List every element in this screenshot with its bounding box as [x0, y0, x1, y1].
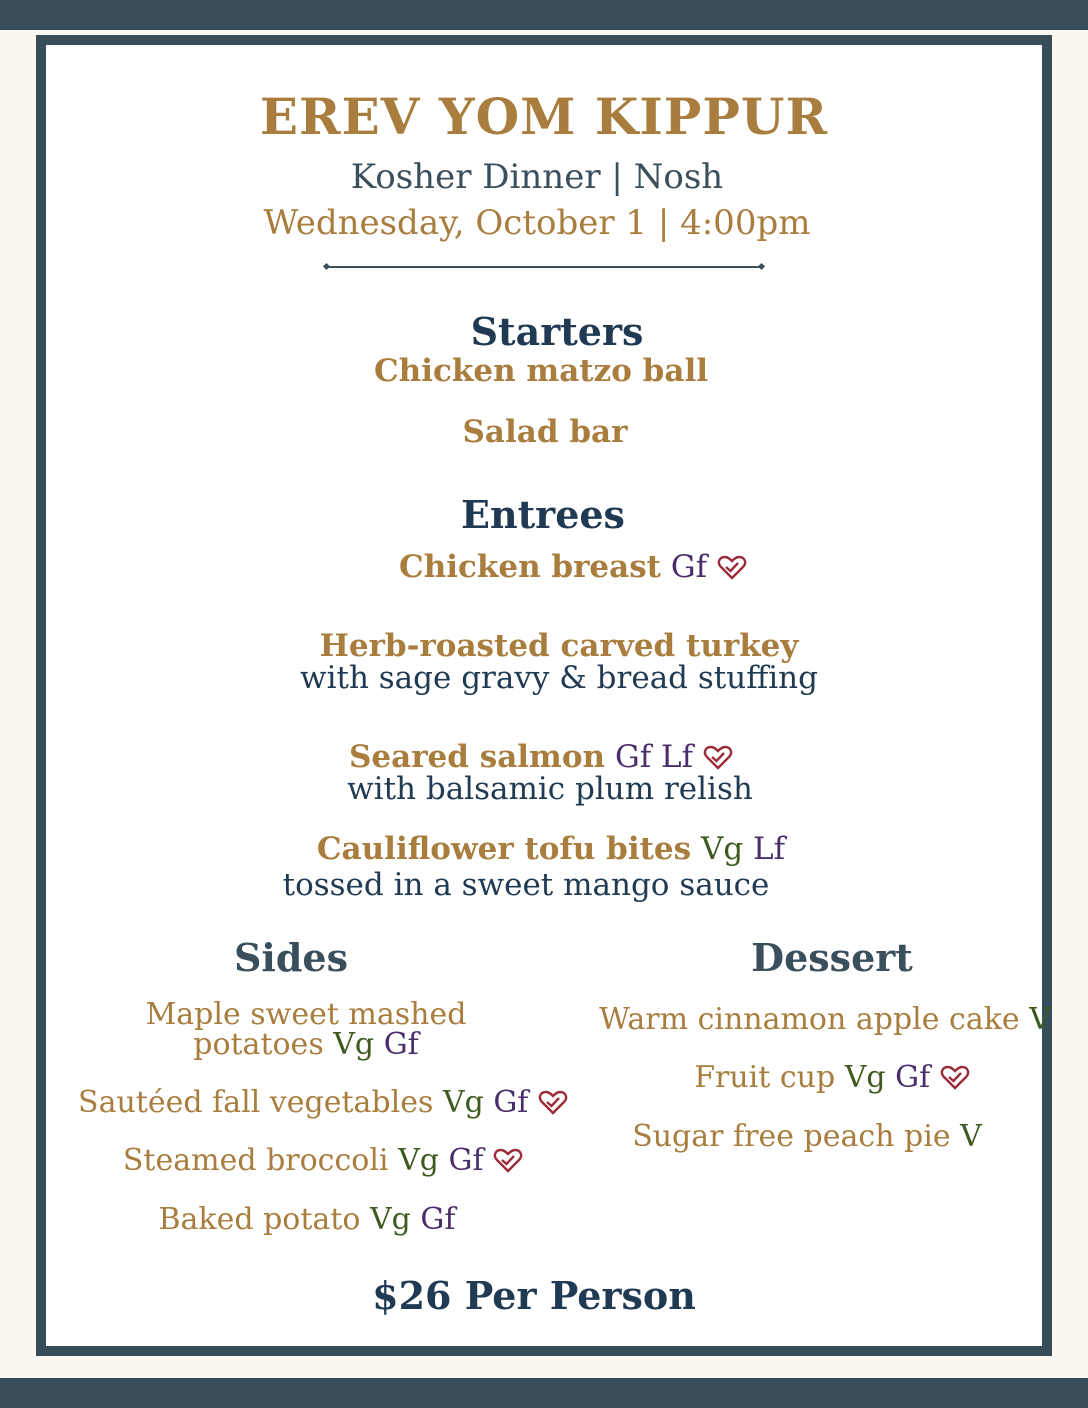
heart-check-icon: [717, 552, 747, 583]
diet-tag: Vg: [442, 1085, 484, 1120]
dessert-item: [546, 1119, 1068, 1154]
diet-tag: Vg: [398, 1143, 439, 1178]
diet-tag: Vg: [333, 1027, 375, 1062]
starter-item: Chicken matzo ball: [374, 353, 708, 389]
entree-item: [0, 739, 1082, 775]
dessert-item: [562, 1002, 1088, 1037]
entrees-heading: Entrees: [461, 492, 625, 537]
heart-check-icon: [493, 1146, 523, 1176]
sides-heading: Sides: [233, 935, 349, 980]
heart-check-icon: [703, 742, 733, 773]
starters-heading: Starters: [470, 309, 644, 354]
diet-tag: V: [1029, 1002, 1051, 1037]
side-name: Sautéed fall vegetables: [78, 1085, 434, 1120]
side-item: Maple sweet mashed: [145, 997, 467, 1032]
side-name: potatoes: [193, 1027, 324, 1062]
dessert-name: Warm cinnamon apple cake: [599, 1002, 1020, 1037]
side-name: Steamed broccoli: [122, 1143, 389, 1178]
entree-name: Herb-roasted carved turkey: [319, 628, 799, 664]
dessert-heading: Dessert: [751, 935, 913, 980]
side-item: [0, 1202, 614, 1237]
diet-tag: Lf: [661, 739, 694, 775]
diet-tag: Gf: [493, 1085, 529, 1120]
entree-name: Seared salmon: [349, 739, 606, 775]
bottom-band: [0, 1378, 1088, 1408]
side-item: [0, 1085, 646, 1120]
top-band: [0, 0, 1088, 30]
diet-tag: Gf: [670, 549, 708, 585]
price-label: $26 Per Person: [372, 1273, 696, 1318]
entree-item: [0, 549, 1088, 585]
diet-tag: Gf: [383, 1027, 419, 1062]
entree-name: Cauliflower tofu bites: [316, 831, 692, 867]
entree-description: tossed in a sweet mango sauce: [282, 867, 770, 903]
starter-item: Salad bar: [462, 414, 628, 450]
menu-title: EREV YOM KIPPUR: [259, 87, 829, 146]
menu-date: Wednesday, October 1 | 4:00pm: [263, 203, 811, 243]
diet-tag: Vg: [369, 1202, 411, 1237]
side-item: [0, 1027, 612, 1062]
header-divider: [327, 266, 761, 268]
entree-description: with sage gravy & bread stuffing: [300, 660, 818, 696]
entree-item: [0, 831, 1088, 867]
diet-tag: Gf: [448, 1143, 484, 1178]
heart-check-icon: [940, 1063, 970, 1093]
diet-tag: Gf: [420, 1202, 456, 1237]
side-name: Baked potato: [158, 1202, 361, 1237]
menu-subtitle: Kosher Dinner | Nosh: [350, 157, 724, 197]
entree-name: Chicken breast: [399, 549, 662, 585]
dessert-name: Fruit cup: [694, 1060, 836, 1095]
diet-tag: Vg: [700, 831, 744, 867]
dessert-name: Sugar free peach pie: [632, 1119, 951, 1154]
diet-tag: Lf: [753, 831, 786, 867]
diet-tag: Gf: [614, 739, 652, 775]
dessert-item: [576, 1060, 1088, 1095]
diet-tag: Vg: [844, 1060, 886, 1095]
entree-description: with balsamic plum relish: [347, 771, 753, 807]
diet-tag: V: [960, 1119, 982, 1154]
heart-check-icon: [538, 1088, 568, 1118]
diet-tag: Gf: [895, 1060, 931, 1095]
